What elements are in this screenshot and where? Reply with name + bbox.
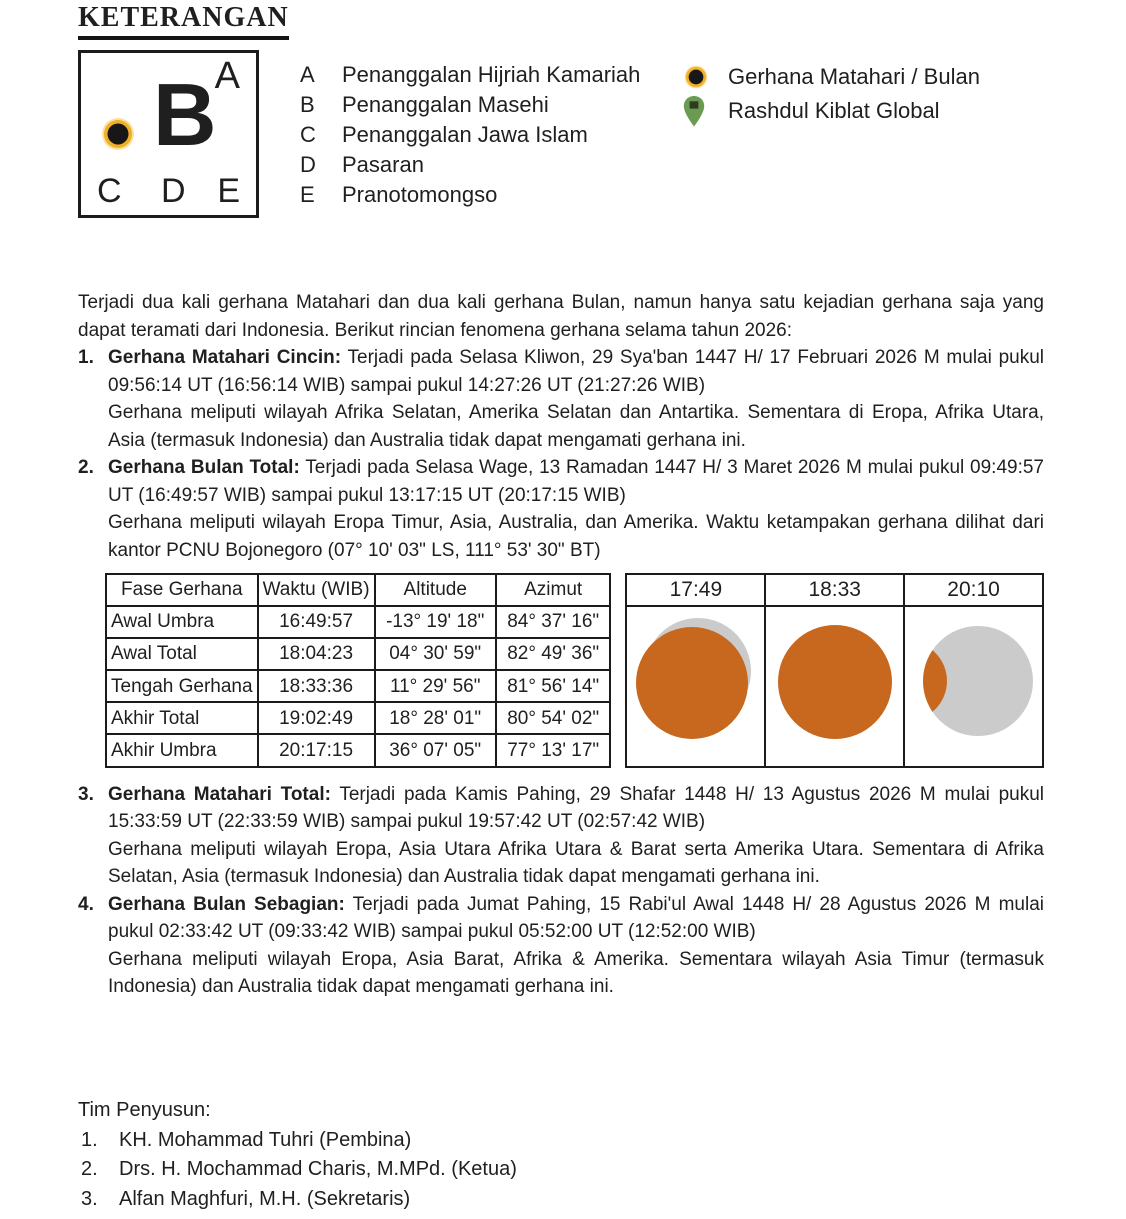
cell-waktu: 18:33:36: [258, 670, 375, 702]
team-member-3: [78, 1185, 517, 1215]
legend-item-e: [300, 180, 640, 210]
cell-azimut: 80° 54' 02": [496, 702, 611, 734]
col-header-azimut: Azimut: [496, 574, 611, 606]
legend-item-a: [300, 60, 640, 90]
eclipse-diagram-table: [625, 573, 1044, 768]
moon-diagram-1833: [765, 606, 904, 767]
team-heading: Tim Penyusun:: [78, 1099, 211, 1121]
legend-item-b: [300, 90, 640, 120]
cell-waktu: 18:04:23: [258, 638, 375, 670]
cell-altitude: 36° 07' 05": [375, 734, 496, 766]
legend-label: Pasaran: [342, 152, 424, 177]
event-title: Gerhana Matahari Total:: [108, 783, 331, 805]
team-member-name: Alfan Maghfuri, M.H. (Sekretaris): [119, 1187, 411, 1210]
table-header-row: [106, 574, 610, 606]
intro-paragraph: Terjadi dua kali gerhana Matahari dan dua kali gerhana Bulan, namun hanya satu kejadian gerhana saja yang dapat teramati dari Indonesia. Berikut rincian fenomena gerhana selama tahun 2026:: [78, 292, 1044, 341]
cell-altitude: 18° 28' 01": [375, 702, 496, 734]
cell-azimut: 81° 56' 14": [496, 670, 611, 702]
moon-diagram-2010: [904, 606, 1043, 767]
event-coverage: Gerhana meliputi wilayah Eropa, Asia Utara Afrika Utara & Barat serta Amerika Utara. Sementara di Afrika Selatan, Asia (termasuk Indonesia) dan Australia tidak dapat mengamati gerhana ini.: [108, 838, 1044, 887]
event-description: [108, 454, 1044, 509]
legend-key: A: [300, 62, 315, 87]
cell-waktu: 16:49:57: [258, 606, 375, 638]
event-content: [108, 781, 1044, 891]
legend-label: Rashdul Kiblat Global: [728, 98, 940, 123]
event-title: Gerhana Matahari Cincin:: [108, 347, 342, 368]
document-body: [78, 289, 1044, 1001]
event-number: 3.: [78, 783, 94, 805]
legend-key: B: [300, 92, 315, 117]
cell-fase: Tengah Gerhana: [106, 670, 258, 702]
sample-label-d: D: [161, 172, 186, 210]
diagram-header-row: [626, 574, 1043, 606]
sample-label-e: E: [217, 172, 240, 210]
event-content: [108, 454, 1044, 564]
legend-key: E: [300, 182, 315, 207]
col-header-altitude: Altitude: [375, 574, 496, 606]
diagram-time-1: 17:49: [626, 574, 765, 606]
legend-item-d: [300, 150, 640, 180]
table-row: [106, 638, 610, 670]
eclipse-icon: [97, 113, 139, 155]
table-row: [106, 670, 610, 702]
map-pin-icon: [682, 95, 728, 128]
event-title: Gerhana Bulan Total:: [108, 457, 300, 478]
team-member-1: [78, 1126, 517, 1156]
legend-item-eclipse: [682, 60, 980, 94]
cell-altitude: -13° 19' 18": [375, 606, 496, 638]
event-text: Terjadi pada Kamis Pahing, 29 Shafar 1448 H/ 13 Agustus 2026 M mulai pukul 15:33:59 UT (22:33:59 WIB) sampai pukul 19:57:42 UT (02:57:42 WIB): [108, 783, 1044, 832]
event-description: [108, 344, 1044, 399]
event-coverage: Gerhana meliputi wilayah Eropa, Asia Barat, Afrika & Amerika. Sementara wilayah Asia Timur (termasuk Indonesia) dan Australia tidak dapat mengamati gerhana ini.: [108, 948, 1044, 997]
table-row: [106, 734, 610, 766]
calendar-cell-sample: [78, 50, 259, 218]
cell-azimut: 77° 13' 17": [496, 734, 611, 766]
team-member-name: KH. Mohammad Tuhri (Pembina): [119, 1128, 412, 1151]
diagram-time-3: 20:10: [904, 574, 1043, 606]
event-description: [108, 781, 1044, 836]
cell-altitude: 11° 29' 56": [375, 670, 496, 702]
table-row: [106, 606, 610, 638]
diagram-row: [626, 606, 1043, 767]
cell-waktu: 20:17:15: [258, 734, 375, 766]
event-number: 1.: [78, 347, 94, 368]
cell-fase: Awal Umbra: [106, 606, 258, 638]
sample-label-b: B: [153, 65, 217, 164]
event-item-3: [78, 781, 1044, 891]
legend-item-rashdul: [682, 94, 980, 128]
col-header-waktu: Waktu (WIB): [258, 574, 375, 606]
legend-label: Penanggalan Jawa Islam: [342, 122, 588, 147]
event-item-2: [78, 454, 1044, 564]
cell-fase: Akhir Umbra: [106, 734, 258, 766]
team-member-name: Drs. H. Mochammad Charis, M.MPd. (Ketua): [119, 1158, 517, 1180]
moon-diagram-1749: [626, 606, 765, 767]
cell-fase: Akhir Total: [106, 702, 258, 734]
event-content: [108, 891, 1044, 1001]
event-text: Terjadi pada Jumat Pahing, 15 Rabi'ul Awal 1448 H/ 28 Agustus 2026 M mulai pukul 02:33:42 UT (09:33:42 WIB) sampai pukul 05:52:00 UT (12:52:00 WIB): [108, 893, 1044, 942]
sample-label-c: C: [97, 172, 122, 210]
table-row: [106, 702, 610, 734]
phase-table: [105, 573, 611, 768]
diagram-time-2: 18:33: [765, 574, 904, 606]
sample-label-a: A: [214, 55, 240, 97]
event-item-4: [78, 891, 1044, 1001]
team-member-number: 3.: [81, 1187, 98, 1210]
team-member-2: [78, 1155, 517, 1185]
event-item-1: [78, 344, 1044, 454]
legend-label: Penanggalan Masehi: [342, 92, 549, 117]
legend-item-c: [300, 120, 640, 150]
event-content: [108, 344, 1044, 454]
icon-legend: [682, 60, 980, 128]
event-coverage: Gerhana meliputi wilayah Afrika Selatan, Amerika Selatan dan Antartika. Sementara di Eropa, Afrika Utara, Asia (termasuk Indonesia) dan Australia tidak dapat mengamati gerhana ini.: [108, 402, 1044, 451]
cell-azimut: 82° 49' 36": [496, 638, 611, 670]
event-coverage: Gerhana meliputi wilayah Eropa Timur, Asia, Australia, dan Amerika. Waktu ketampakan gerhana dilihat dari kantor PCNU Bojonegoro (07° 10' 03" LS, 111° 53' 30" BT): [108, 512, 1044, 561]
cell-altitude: 04° 30' 59": [375, 638, 496, 670]
event-text: Terjadi pada Selasa Kliwon, 29 Sya'ban 1447 H/ 17 Februari 2026 M mulai pukul 09:56:14 UT (16:56:14 WIB) sampai pukul 14:27:26 UT (21:27:26 WIB): [108, 347, 1044, 396]
legend-key: D: [300, 152, 316, 177]
legend-list: [300, 60, 640, 210]
legend-label: Penanggalan Hijriah Kamariah: [342, 62, 641, 87]
event-title: Gerhana Bulan Sebagian:: [108, 893, 345, 915]
event-number: 2.: [78, 457, 94, 478]
legend-label: Pranotomongso: [342, 182, 498, 207]
legend-key: C: [300, 122, 316, 147]
event-number: 4.: [78, 893, 94, 915]
team-member-number: 1.: [81, 1128, 98, 1151]
team-member-number: 2.: [81, 1158, 98, 1180]
cell-waktu: 19:02:49: [258, 702, 375, 734]
cell-azimut: 84° 37' 16": [496, 606, 611, 638]
team-section: [78, 1096, 517, 1214]
event-description: [108, 891, 1044, 946]
eclipse-tables: [105, 573, 1044, 768]
page-title: KETERANGAN: [78, 2, 289, 40]
event-text: Terjadi pada Selasa Wage, 13 Ramadan 1447 H/ 3 Maret 2026 M mulai pukul 09:49:57 UT (16:49:57 WIB) sampai pukul 13:17:15 UT (20:17:15 WIB): [108, 457, 1044, 506]
col-header-fase: Fase Gerhana: [106, 574, 258, 606]
eclipse-icon: [682, 63, 728, 91]
legend-label: Gerhana Matahari / Bulan: [728, 64, 980, 89]
cell-fase: Awal Total: [106, 638, 258, 670]
